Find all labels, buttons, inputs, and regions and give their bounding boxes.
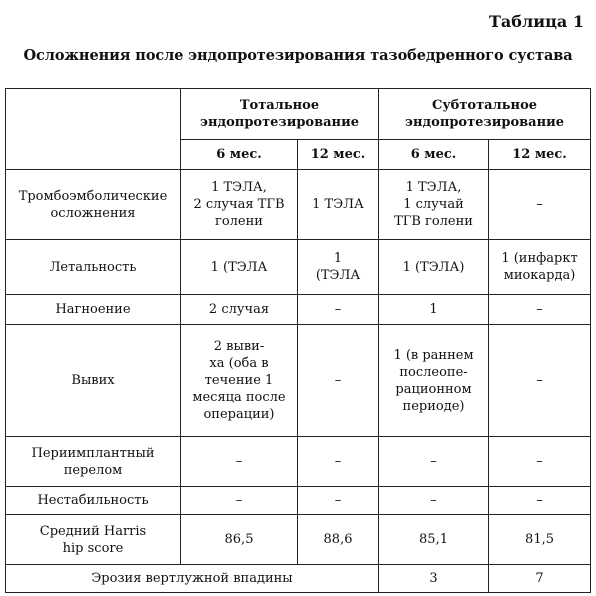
header-subtotal-arthroplasty	[379, 89, 591, 140]
cell-line: 88,6	[323, 532, 353, 547]
cell-line: 1	[429, 302, 438, 317]
cell-line: операции)	[203, 407, 275, 422]
cell-line: миокарда)	[503, 268, 576, 283]
table-row	[6, 295, 591, 325]
cell-line: –	[430, 493, 437, 508]
footer-label-cell: Эрозия вертлужной впадины	[6, 565, 379, 593]
data-cell	[379, 170, 489, 240]
data-cell	[298, 487, 379, 515]
data-cell	[489, 170, 591, 240]
data-cell: 7	[489, 565, 591, 593]
cell-line: –	[536, 197, 543, 212]
cell-line: 1 ТЭЛА,	[211, 180, 267, 195]
cell-line: 1 ТЭЛА,	[405, 180, 462, 195]
cell-line: 81,5	[525, 532, 554, 547]
cell-line: 1 случай	[403, 197, 464, 212]
cell-line: рационном	[395, 381, 472, 397]
cell-line: 1 (ТЭЛА	[210, 259, 268, 275]
cell-line: 1 (ТЭЛА)	[402, 259, 465, 275]
row-label-line: Периимплантный	[31, 445, 155, 461]
cell-line: ха (оба в	[209, 356, 269, 371]
data-cell	[298, 515, 379, 565]
cell-line: 2 выви-	[213, 339, 265, 354]
data-cell	[379, 240, 489, 295]
row-label-cell	[6, 487, 181, 515]
cell-line: –	[536, 493, 543, 508]
data-cell	[379, 437, 489, 487]
cell-line: 1 (в раннем	[393, 347, 474, 363]
header-line: Субтотальное	[432, 98, 538, 113]
row-label-cell	[6, 170, 181, 240]
row-label-line: перелом	[63, 462, 123, 478]
cell-line: –	[536, 454, 543, 469]
cell-line: послеопе-	[399, 364, 468, 380]
cell-line: (ТЭЛА	[315, 268, 361, 283]
cell-line: 1 ТЭЛА	[312, 197, 364, 212]
table-row	[6, 240, 591, 295]
cell-line: ТГВ голени	[394, 214, 473, 229]
data-cell	[298, 437, 379, 487]
data-cell	[379, 295, 489, 325]
cell-line: периоде)	[402, 398, 465, 414]
data-cell	[379, 515, 489, 565]
table-row	[6, 170, 591, 240]
row-label-cell	[6, 325, 181, 437]
table-row	[6, 437, 591, 487]
cell-line: 2 случая ТГВ	[193, 197, 285, 212]
cell-line: голени	[215, 214, 263, 229]
data-cell	[489, 437, 591, 487]
data-cell	[298, 295, 379, 325]
table-footer-row	[6, 565, 591, 593]
row-label-cell	[6, 437, 181, 487]
cell-line: –	[334, 493, 342, 508]
cell-line: 86,5	[224, 532, 254, 547]
data-cell	[181, 295, 298, 325]
cell-line: 1 (инфаркт	[501, 251, 578, 266]
data-cell	[379, 487, 489, 515]
row-label-line: Средний Harris	[39, 523, 147, 539]
period-header-cell: 12 мес.	[489, 140, 591, 170]
row-label-line: Вывих	[71, 373, 115, 388]
row-label-cell	[6, 295, 181, 325]
cell-line: 1	[333, 251, 343, 266]
period-header-cell: 6 мес.	[379, 140, 489, 170]
table-caption: Осложнения после эндопротезирования тазобедренного сустава	[23, 47, 573, 64]
table-row	[6, 325, 591, 437]
header-total-arthroplasty	[181, 89, 379, 140]
data-cell	[489, 515, 591, 565]
cell-line: течение 1	[204, 373, 274, 388]
table-row	[6, 487, 591, 515]
data-cell	[181, 515, 298, 565]
cell-line: месяца после	[192, 390, 286, 405]
data-cell	[489, 240, 591, 295]
data-cell	[181, 240, 298, 295]
cell-line: –	[235, 493, 243, 508]
cell-line: –	[334, 454, 342, 469]
row-label-line: Летальность	[49, 259, 137, 275]
cell-line: 2 случая	[208, 302, 270, 317]
complications-table	[5, 88, 591, 593]
cell-line: –	[235, 454, 243, 469]
data-cell: 3	[379, 565, 489, 593]
period-header-cell: 12 мес.	[298, 140, 379, 170]
row-label-cell	[6, 515, 181, 565]
header-line: эндопротезирование	[405, 115, 564, 130]
row-label-line: Нагноение	[55, 302, 131, 317]
data-cell	[379, 325, 489, 437]
row-label-cell	[6, 240, 181, 295]
table-row	[6, 515, 591, 565]
header-corner-cell	[6, 89, 181, 170]
cell-line: –	[536, 302, 543, 317]
row-label-line: осложнения	[50, 205, 136, 221]
cell-line: 85,1	[419, 532, 448, 547]
period-header-cell: 6 мес.	[181, 140, 298, 170]
table-number-label: Таблица 1	[489, 12, 584, 31]
cell-line: –	[536, 373, 543, 388]
cell-line: –	[430, 454, 437, 469]
row-label-line: Тромбоэмболические	[18, 188, 168, 204]
data-cell	[181, 325, 298, 437]
cell-line: –	[334, 373, 342, 388]
data-cell	[298, 240, 379, 295]
header-line: Тотальное	[239, 98, 320, 113]
cell-line: –	[334, 302, 342, 317]
row-label-line: Нестабильность	[37, 493, 149, 508]
data-cell	[181, 487, 298, 515]
data-cell	[489, 295, 591, 325]
data-cell	[181, 170, 298, 240]
data-cell	[298, 170, 379, 240]
data-cell	[298, 325, 379, 437]
data-cell	[181, 437, 298, 487]
header-group-row	[6, 89, 591, 140]
header-line: эндопротезирование	[200, 115, 359, 130]
row-label-line: hip score	[62, 540, 124, 556]
data-cell	[489, 487, 591, 515]
data-cell	[489, 325, 591, 437]
